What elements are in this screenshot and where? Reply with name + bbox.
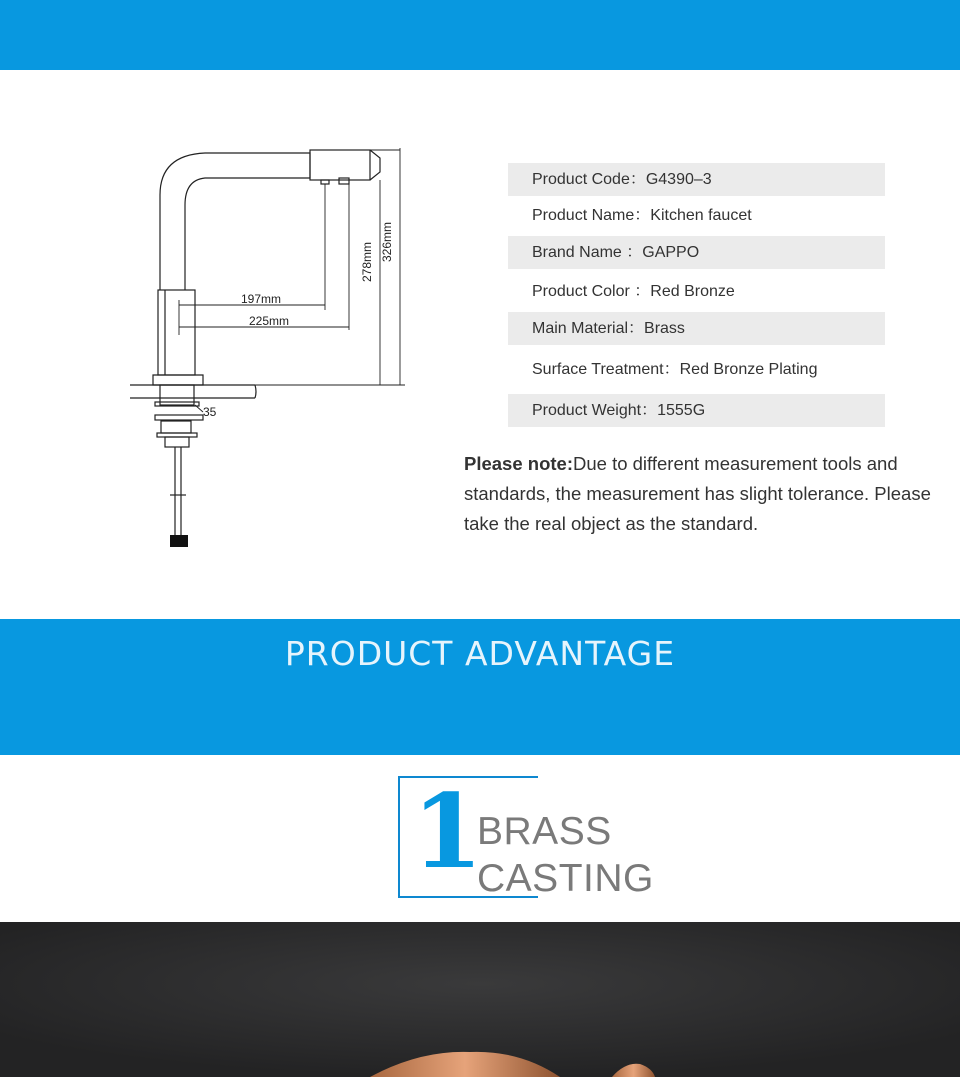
advantage-title: PRODUCT ADVANTAGE [284, 634, 676, 673]
note-bold-label: Please note: [464, 453, 573, 474]
dim-278-label: 278mm [360, 241, 374, 282]
dim-35-label: 35 [203, 405, 217, 419]
spec-product-code: Product Code：G4390–3 [508, 163, 885, 196]
top-banner [0, 0, 960, 70]
spec-product-weight: Product Weight：1555G [508, 394, 885, 427]
dim-326-label: 326mm [380, 221, 394, 262]
spec-product-color: Product Color ：Red Bronze [532, 283, 735, 300]
faucet-dimension-drawing [125, 140, 415, 560]
feature-title-line2: CASTING [477, 857, 654, 900]
measurement-note [464, 449, 934, 539]
spec-surface-treatment: Surface Treatment：Red Bronze Plating [532, 361, 818, 378]
feature-number: 1 [412, 772, 483, 892]
feature-title [477, 808, 654, 902]
dim-225-label: 225mm [249, 314, 290, 328]
dim-197-label: 197mm [241, 292, 282, 306]
spec-brand-name: Brand Name ：GAPPO [508, 236, 885, 269]
note-text: Due to different measurement tools and standards, the measurement has slight tolerance. Please take the real object as the standard. [464, 453, 931, 534]
product-photo [0, 922, 960, 1077]
spec-main-material: Main Material：Brass [508, 312, 885, 345]
spec-product-name: Product Name：Kitchen faucet [532, 207, 752, 224]
faucet-photo-shape [0, 922, 960, 1077]
feature-title-line1: BRASS [477, 810, 612, 853]
